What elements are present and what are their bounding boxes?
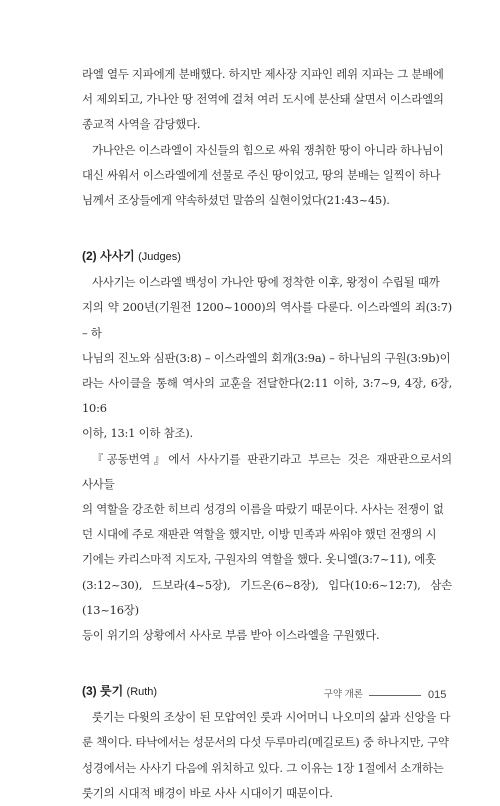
text-line: 님께서 조상들에게 약속하셨던 말씀의 실현이었다(21:43~45).: [82, 193, 390, 208]
intro-paragraph-2: [82, 138, 452, 214]
page-footer: [0, 688, 500, 704]
text-line: 지의 약 200년(기원전 1200~1000)의 역사를 다룬다. 이스라엘의 죄(3:7) – 하: [82, 300, 452, 340]
text-line: 나님의 진노와 심판(3:8) – 이스라엘의 회개(3:9a) – 하나님의 구원(3:9b)이: [82, 350, 451, 365]
text-line: 룻기는 다윗의 조상이 된 모압여인 룻과 시어머니 나오미의 삶과 신앙을 다: [92, 710, 451, 725]
text-line: 가나안은 이스라엘이 자신들의 힘으로 싸워 쟁취한 땅이 아니라 하나님이: [92, 142, 444, 157]
text-line: 던 시대에 주로 재판관 역할을 했지만, 이방 민족과 싸워야 했던 전쟁의 시: [82, 527, 437, 542]
page-number: 015: [428, 689, 447, 701]
judges-paragraph-1: [82, 270, 452, 446]
text-line: (3:12~30), 드보라(4~5장), 기드온(6~8장), 입다(10:6~12:7), 삼손(13~16장): [82, 577, 452, 617]
text-line: 서 제외되고, 가나안 땅 전역에 걸쳐 여러 도시에 분산돼 살면서 이스라엘의: [82, 92, 444, 107]
text-line: 종교적 사역을 감당했다.: [82, 117, 201, 132]
text-line: 룬 책이다. 타낙에서는 성문서의 다섯 두루마리(메길로트) 중 하나지만, 구약: [82, 735, 449, 750]
text-line: 룻기의 시대적 배경이 바로 사사 시대이기 때문이다.: [82, 785, 333, 800]
text-line: 등이 위기의 상황에서 사사로 부름 받아 이스라엘을 구원했다.: [82, 628, 380, 643]
text-line: 대신 싸워서 이스라엘에게 선물로 주신 땅이었고, 땅의 분배는 일찍이 하나: [82, 167, 441, 182]
heading-english: (Ruth): [126, 686, 158, 699]
heading-title: (2) 사사기: [82, 249, 135, 264]
text-line: 기에는 카리스마적 지도자, 구원자의 역할을 했다. 옷니엘(3:7~11), 에훗: [82, 552, 436, 567]
intro-paragraph-1: [82, 62, 452, 138]
text-line: 라는 사이클을 통해 역사의 교훈을 전달한다(2:11 이하, 3:7~9, 4장, 6장, 10:6: [82, 376, 452, 416]
text-line: 라엘 열두 지파에게 분배했다. 하지만 제사장 지파인 레위 지파는 그 분배에: [82, 67, 444, 81]
heading-title: (3) 룻기: [82, 684, 124, 699]
text-line: 사사기는 이스라엘 백성이 가나안 땅에 정착한 이후, 왕정이 수립될 때까: [92, 275, 440, 290]
ruth-paragraph-1: [82, 705, 452, 806]
text-line: 이하, 13:1 이하 참조).: [82, 426, 193, 441]
section-heading-judges: [82, 247, 452, 266]
text-line: 『공동번역』에서 사사기를 판관기라고 부르는 것은 재판관으로서의 사사들: [82, 451, 452, 491]
text-line: 의 역할을 강조한 히브리 성경의 이름을 따랐기 때문이다. 사사는 전쟁이 없: [82, 502, 444, 517]
running-footer-title: 구약 개론: [323, 689, 363, 700]
footer-divider: [369, 695, 421, 696]
judges-paragraph-2: [82, 447, 452, 649]
text-line: 성경에서는 사사기 다음에 위치하고 있다. 그 이유는 1장 1절에서 소개하는: [82, 760, 444, 775]
heading-english: (Judges): [138, 251, 181, 264]
